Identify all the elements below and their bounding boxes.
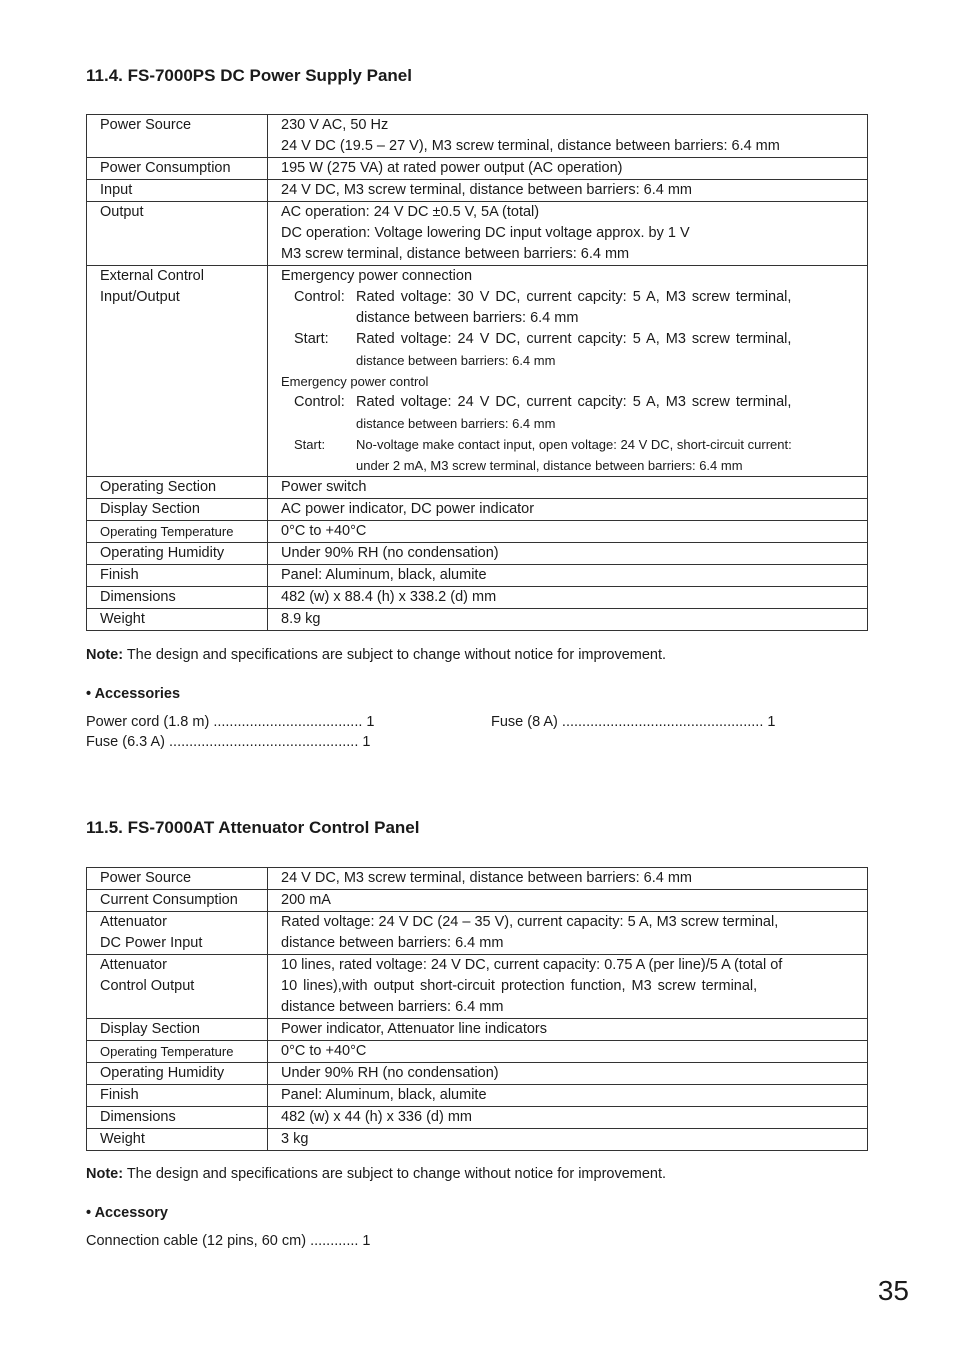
spec-table-fs7000at bbox=[86, 867, 868, 1151]
spec-value: AC power indicator, DC power indicator bbox=[268, 499, 868, 521]
table-row bbox=[87, 1063, 868, 1085]
table-row bbox=[87, 890, 868, 912]
table-row bbox=[87, 609, 868, 631]
page-number: 35 bbox=[877, 1275, 909, 1306]
spec-label: Operating Temperature bbox=[87, 1041, 268, 1063]
spec-label: Operating Humidity bbox=[87, 543, 268, 565]
spec-value: 24 V DC, M3 screw terminal, distance between barriers: 6.4 mm bbox=[268, 180, 868, 202]
spec-value: 0°C to +40°C bbox=[268, 1041, 868, 1063]
spec-label: Power Consumption bbox=[87, 158, 268, 180]
spec-label: Finish bbox=[87, 565, 268, 587]
note-text: The design and specifications are subject to change without notice for improvement. bbox=[123, 1166, 667, 1182]
spec-label: Operating Temperature bbox=[87, 521, 268, 543]
table-row bbox=[87, 266, 868, 477]
accessory-item: Power cord (1.8 m) ..................................... 1 bbox=[86, 714, 375, 730]
accessory-item: Fuse (8 A) .................................................. 1 bbox=[491, 714, 776, 730]
section-title-fs7000ps: 11.4. FS-7000PS DC Power Supply Panel bbox=[86, 66, 412, 85]
spec-label: External Control Input/Output bbox=[87, 266, 268, 477]
spec-value: 200 mA bbox=[268, 890, 868, 912]
table-row bbox=[87, 115, 868, 158]
note bbox=[86, 1166, 666, 1182]
table-row bbox=[87, 565, 868, 587]
table-row bbox=[87, 202, 868, 266]
table-row bbox=[87, 587, 868, 609]
table-row bbox=[87, 180, 868, 202]
spec-value: Power indicator, Attenuator line indicators bbox=[268, 1019, 868, 1041]
spec-label: Finish bbox=[87, 1085, 268, 1107]
spec-label: Dimensions bbox=[87, 587, 268, 609]
spec-label: Power Source bbox=[87, 115, 268, 158]
spec-label: Attenuator Control Output bbox=[87, 955, 268, 1019]
accessory-item: Fuse (6.3 A) ............................................... 1 bbox=[86, 734, 371, 750]
spec-label: Input bbox=[87, 180, 268, 202]
spec-value: Power switch bbox=[268, 477, 868, 499]
section-title-fs7000at: 11.5. FS-7000AT Attenuator Control Panel bbox=[86, 818, 420, 837]
spec-value: 482 (w) x 44 (h) x 336 (d) mm bbox=[268, 1107, 868, 1129]
spec-label: Operating Section bbox=[87, 477, 268, 499]
spec-value: 3 kg bbox=[268, 1129, 868, 1151]
table-row bbox=[87, 1041, 868, 1063]
table-row bbox=[87, 1019, 868, 1041]
spec-value: 0°C to +40°C bbox=[268, 521, 868, 543]
table-row bbox=[87, 521, 868, 543]
spec-value: 230 V AC, 50 Hz 24 V DC (19.5 – 27 V), M3 screw terminal, distance between barriers: 6.4 mm bbox=[268, 115, 868, 158]
note-label: Note: bbox=[86, 647, 124, 663]
note-text: The design and specifications are subject to change without notice for improvement. bbox=[123, 647, 667, 663]
spec-table-fs7000ps bbox=[86, 114, 868, 631]
table-row bbox=[87, 1085, 868, 1107]
spec-value: Panel: Aluminum, black, alumite bbox=[268, 1085, 868, 1107]
spec-value: 8.9 kg bbox=[268, 609, 868, 631]
spec-label: Display Section bbox=[87, 499, 268, 521]
spec-label: Output bbox=[87, 202, 268, 266]
table-row bbox=[87, 499, 868, 521]
spec-label: Current Consumption bbox=[87, 890, 268, 912]
note bbox=[86, 647, 666, 663]
spec-label: Attenuator DC Power Input bbox=[87, 912, 268, 955]
table-row bbox=[87, 868, 868, 890]
table-row bbox=[87, 912, 868, 955]
spec-label: Operating Humidity bbox=[87, 1063, 268, 1085]
table-row bbox=[87, 1107, 868, 1129]
table-row bbox=[87, 477, 868, 499]
spec-label: Power Source bbox=[87, 868, 268, 890]
spec-value: Under 90% RH (no condensation) bbox=[268, 543, 868, 565]
spec-value: Under 90% RH (no condensation) bbox=[268, 1063, 868, 1085]
spec-value: 195 W (275 VA) at rated power output (AC operation) bbox=[268, 158, 868, 180]
table-row bbox=[87, 1129, 868, 1151]
table-row bbox=[87, 543, 868, 565]
spec-label: Weight bbox=[87, 609, 268, 631]
spec-value: Emergency power connection Control: Rated voltage: 30 V DC, current capcity: 5 A, M3 screw terminal, distance between barriers: 6.4 mm Start: Rated voltage: 24 V DC, current capcity: 5 A, M3 screw terminal, distance between barriers: 6.4 mm Emergency power control Control: Rated voltage: 24 V DC, current capcity: 5 A, M3 screw terminal, distance between barriers: 6.4 mm Start: No-voltage make contact input, open voltage: 24 V DC, short-circuit current: under 2 mA, M3 screw terminal, distance between barriers: 6.4 mm bbox=[268, 266, 868, 477]
accessories-heading: • Accessories bbox=[86, 686, 181, 702]
spec-value: AC operation: 24 V DC ±0.5 V, 5A (total) DC operation: Voltage lowering DC input voltage approx. by 1 V M3 screw terminal, distance between barriers: 6.4 mm bbox=[268, 202, 868, 266]
spec-value: 482 (w) x 88.4 (h) x 338.2 (d) mm bbox=[268, 587, 868, 609]
spec-value: Panel: Aluminum, black, alumite bbox=[268, 565, 868, 587]
spec-label: Weight bbox=[87, 1129, 268, 1151]
table-row bbox=[87, 955, 868, 1019]
spec-value: 10 lines, rated voltage: 24 V DC, current capacity: 0.75 A (per line)/5 A (total of 10 lines),with output short-circuit protection function, M3 screw terminal, distance between barriers: 6.4 mm bbox=[268, 955, 868, 1019]
spec-label: Display Section bbox=[87, 1019, 268, 1041]
spec-label: Dimensions bbox=[87, 1107, 268, 1129]
table-row bbox=[87, 158, 868, 180]
note-label: Note: bbox=[86, 1166, 124, 1182]
accessory-heading: • Accessory bbox=[86, 1205, 168, 1221]
accessory-item: Connection cable (12 pins, 60 cm) ............ 1 bbox=[86, 1233, 371, 1249]
spec-value: 24 V DC, M3 screw terminal, distance between barriers: 6.4 mm bbox=[268, 868, 868, 890]
spec-value: Rated voltage: 24 V DC (24 – 35 V), current capacity: 5 A, M3 screw terminal, distance between barriers: 6.4 mm bbox=[268, 912, 868, 955]
